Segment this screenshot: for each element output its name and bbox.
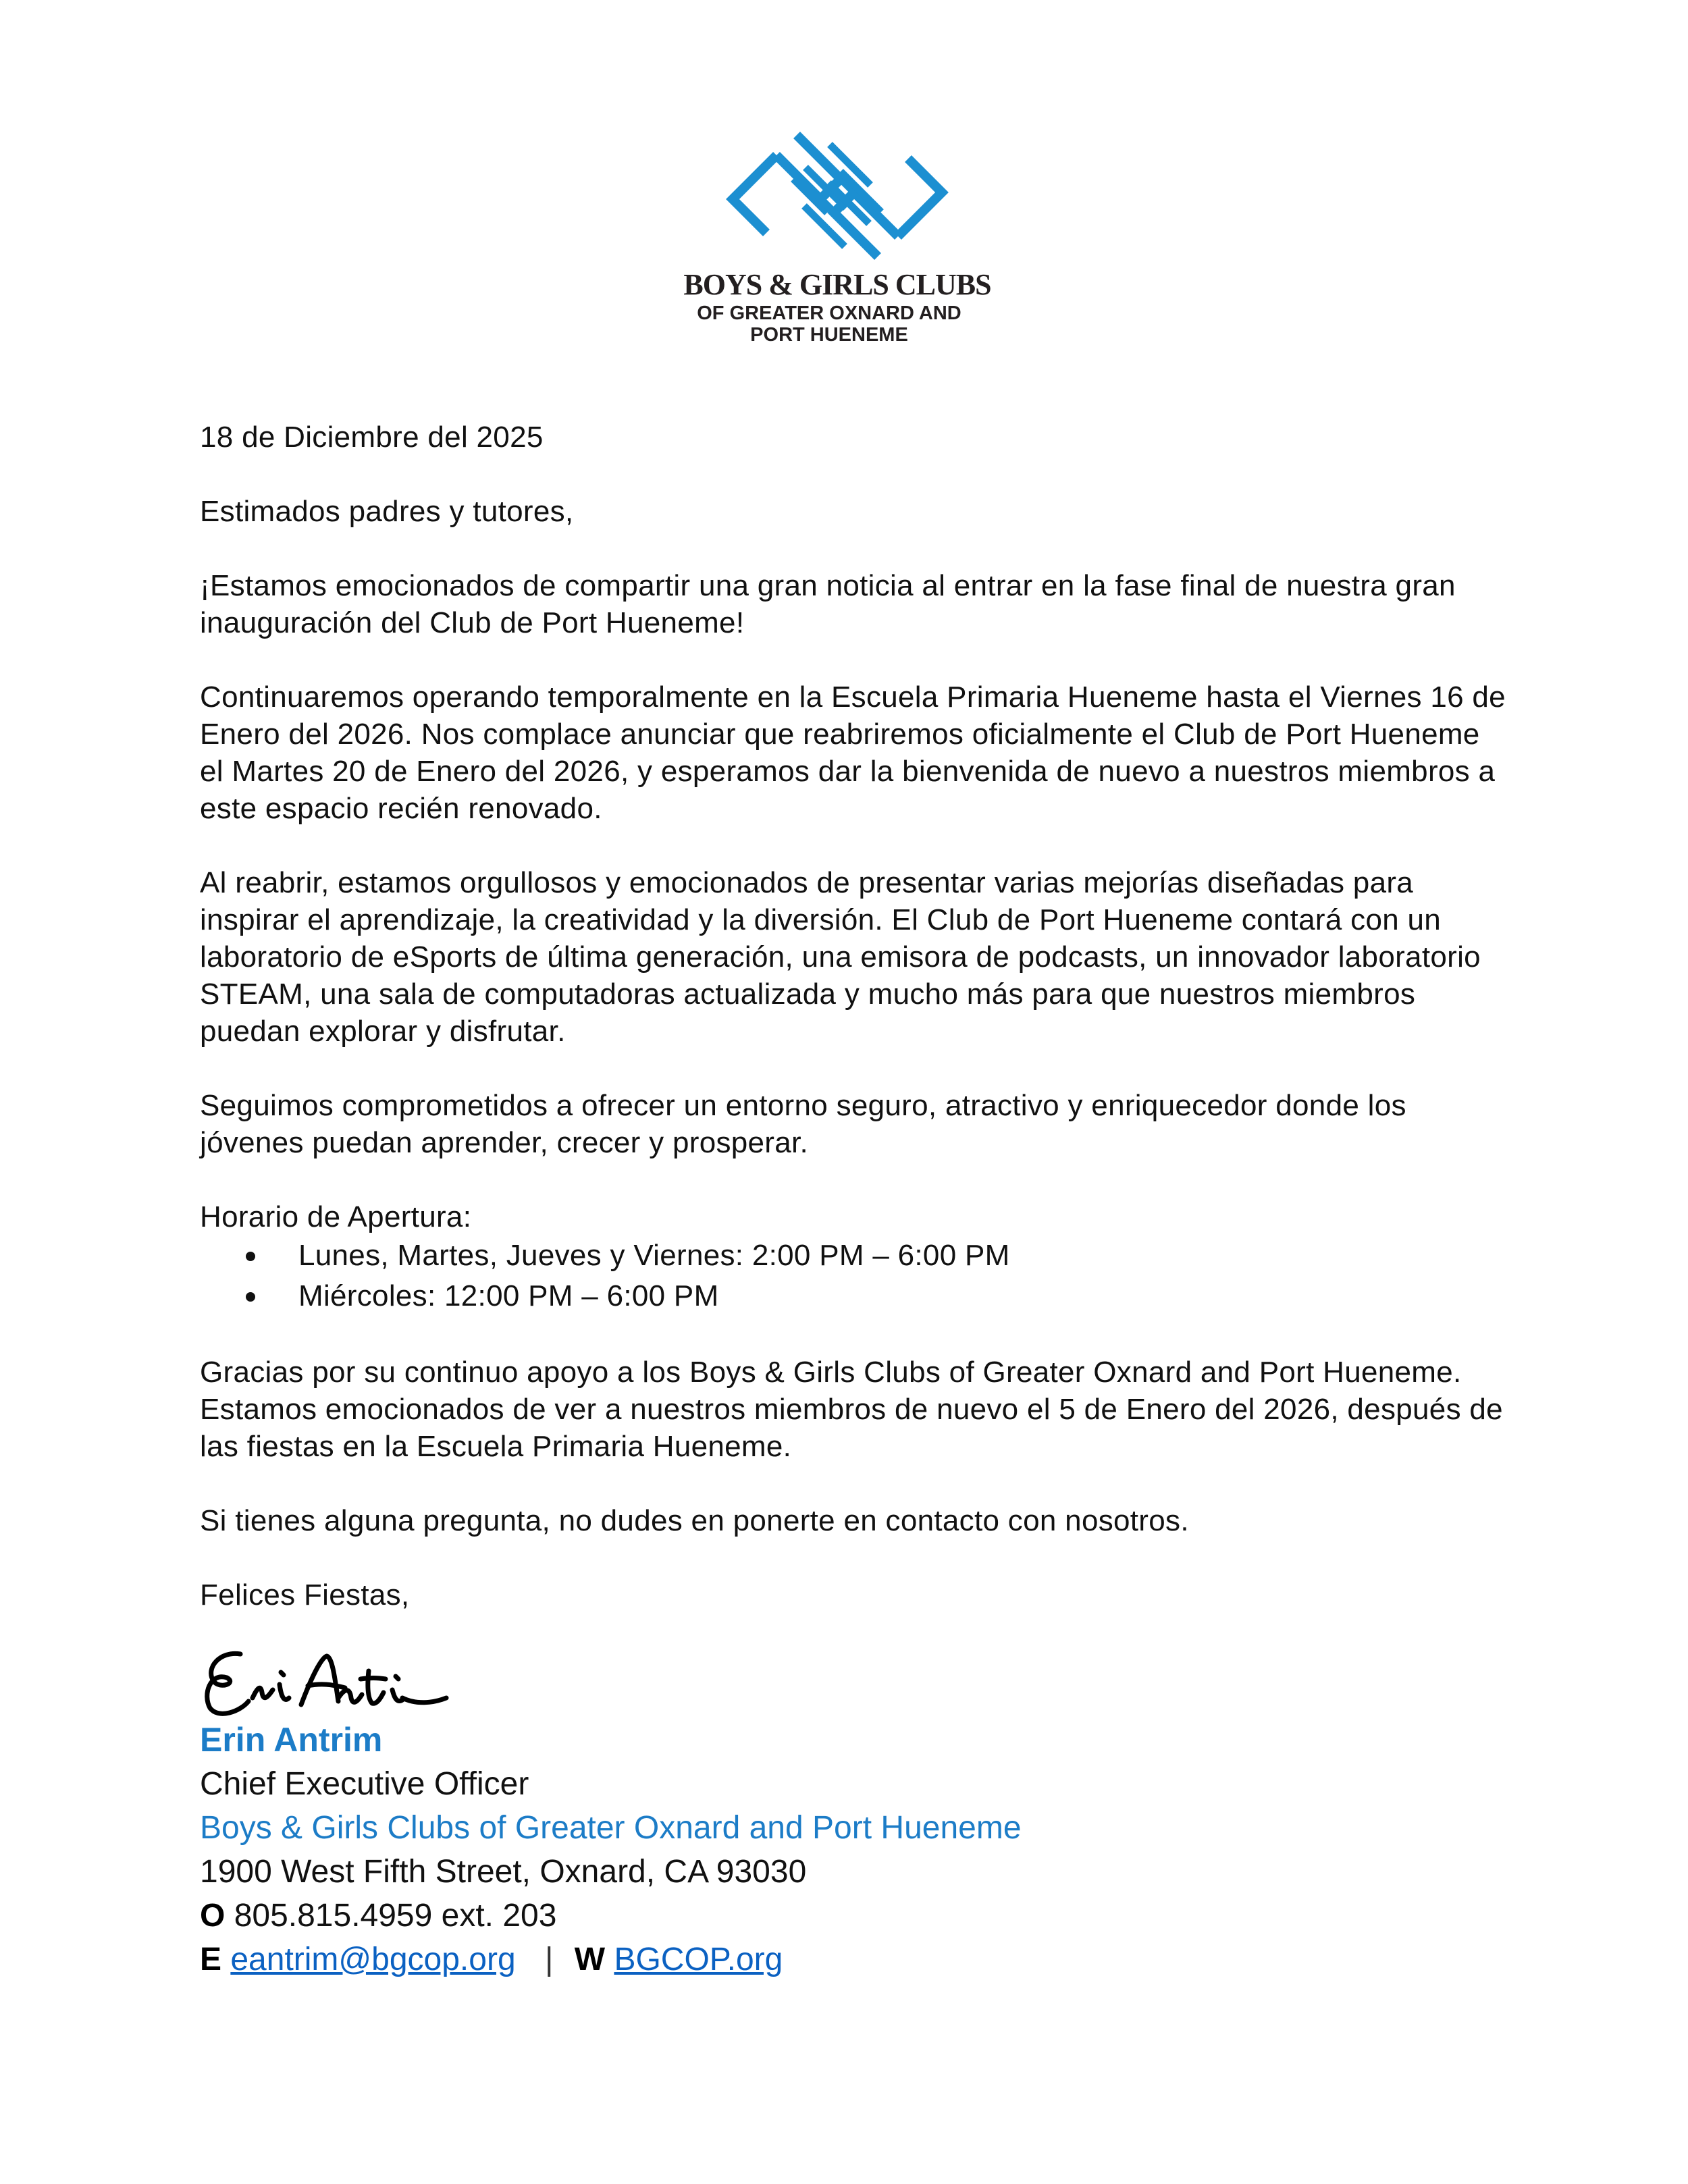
logo-title: BOYS & GIRLS CLUBS	[683, 268, 991, 301]
paragraph-commitment: Seguimos comprometidos a ofrecer un entorno seguro, atractivo y enriquecedor donde los jóvenes puedan aprender, crecer y prosperar.	[200, 1089, 1406, 1159]
phone-label: O	[200, 1898, 226, 1934]
organization-name: Boys & Girls Clubs of Greater Oxnard and Port Hueneme	[200, 1810, 1022, 1846]
handwritten-signature	[200, 1630, 456, 1725]
letter-body	[200, 419, 1510, 1614]
handshake-logo-icon	[726, 128, 949, 263]
letter-salutation: Estimados padres y tutores,	[200, 495, 574, 528]
logo-subtitle-line2: PORT HUENEME	[750, 324, 908, 346]
separator: |	[544, 1942, 554, 1977]
list-item	[200, 1276, 1510, 1316]
phone-number: 805.815.4959 ext. 203	[234, 1898, 557, 1934]
email-label: E	[200, 1942, 222, 1977]
paragraph-announcement: ¡Estamos emocionados de compartir una gran noticia al entrar en la fase final de nuestra gran inauguración del Club de Port Hueneme!	[200, 569, 1456, 639]
street-address: 1900 West Fifth Street, Oxnard, CA 93030	[200, 1854, 807, 1890]
logo-subtitle-line1: OF GREATER OXNARD AND	[697, 302, 961, 324]
paragraph-temporary-location: Continuaremos operando temporalmente en la Escuela Primaria Hueneme hasta el Viernes 16 de Enero del 2026. Nos complace anunciar que reabriremos oficialmente el Club de Port Hueneme el Martes 20 de Enero del 2026, y esperamos dar la bienvenida de nuevo a nuestros miembros a este espacio recién renovado.	[200, 681, 1506, 825]
list-item	[200, 1235, 1510, 1276]
hours-weekdays: Lunes, Martes, Jueves y Viernes: 2:00 PM – 6:00 PM	[298, 1239, 1010, 1272]
hours-heading: Horario de Apertura:	[200, 1200, 472, 1233]
phone-line	[200, 1894, 1022, 1938]
paragraph-thanks: Gracias por su continuo apoyo a los Boys & Girls Clubs of Greater Oxnard and Port Hueneme. Estamos emocionados de ver a nuestros miembros de nuevo el 5 de Enero del 2026, después de las fiestas en la Escuela Primaria Hueneme.	[200, 1356, 1503, 1463]
paragraph-improvements: Al reabrir, estamos orgullosos y emocionados de presentar varias mejorías diseñadas para inspirar el aprendizaje, la creatividad y la diversión. El Club de Port Hueneme contará con un laboratorio de eSports de última generación, una emisora de podcasts, un innovador laboratorio STEAM, una sala de computadoras actualizada y mucho más para que nuestros miembros puedan explorar y disfrutar.	[200, 866, 1481, 1048]
website-link[interactable]: BGCOP.org	[614, 1942, 783, 1977]
sign-off: Felices Fiestas,	[200, 1578, 410, 1612]
website-label: W	[574, 1942, 606, 1977]
organization-logo	[655, 128, 1020, 351]
paragraph-contact: Si tienes alguna pregunta, no dudes en ponerte en contacto con nosotros.	[200, 1504, 1189, 1537]
bullet-icon	[246, 1252, 255, 1261]
bullet-icon	[246, 1292, 255, 1302]
hours-list	[200, 1235, 1510, 1316]
signer-title: Chief Executive Officer	[200, 1766, 529, 1802]
email-link[interactable]: eantrim@bgcop.org	[230, 1942, 516, 1977]
hours-wednesday: Miércoles: 12:00 PM – 6:00 PM	[298, 1279, 719, 1312]
contact-links-line	[200, 1938, 1022, 1981]
signature-block	[200, 1718, 1022, 1981]
signer-name: Erin Antrim	[200, 1721, 383, 1759]
letter-date: 18 de Diciembre del 2025	[200, 421, 544, 454]
